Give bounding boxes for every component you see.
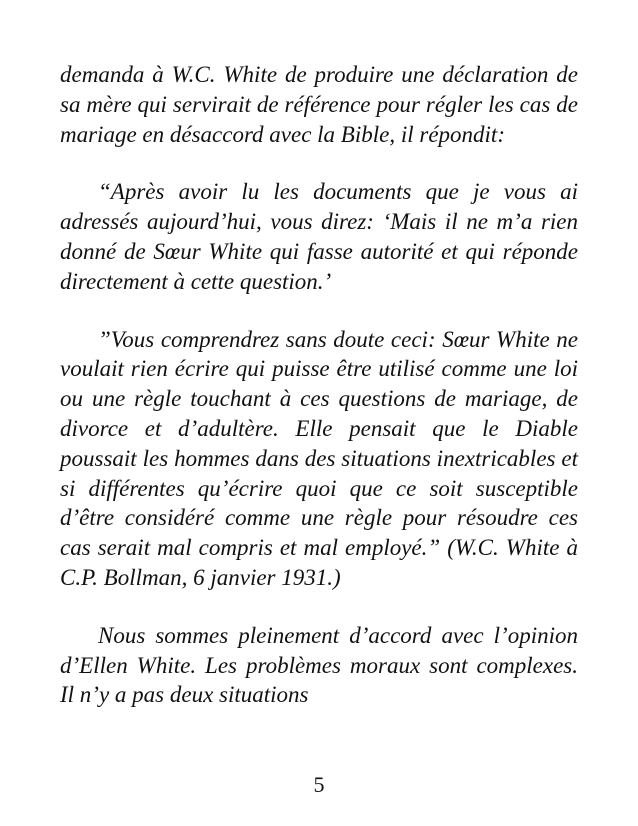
paragraph-continuation: demanda à W.C. White de produire une déclaration de sa mère qui servirait de référence pour régler les cas de mariage en désaccord avec la Bible, il répondit: <box>60 62 578 147</box>
document-page <box>60 60 578 710</box>
paragraph-commentary: Nous sommes pleinement d’accord avec l’opinion d’Ellen White. Les problèmes moraux sont complexes. Il n’y a pas deux situations <box>60 622 578 708</box>
page-number: 5 <box>313 772 325 797</box>
paragraph-quote-start: “Après avoir lu les documents que je vous ai adressés aujourd’hui, vous direz: ‘Mais il ne m’a rien donné de Sœur White qui fasse autorité et qui réponde directement à cette question.’ <box>60 179 578 294</box>
paragraph-quote-continued: ”Vous comprendrez sans doute ceci: Sœur White ne voulait rien écrire qui puisse être utilisé comme une loi ou une règle touchant à ces questions de mariage, de divorce et d’adultère. Elle pensait que le Diable poussait les hommes dans des situations inextricables et si différentes qu’écrire quoi que ce soit susceptible d’être considéré comme une règle pour résoudre ces cas serait mal compris et mal employé.” (W.C. White à C.P. Bollman, 6 janvier 1931.) <box>60 326 578 590</box>
